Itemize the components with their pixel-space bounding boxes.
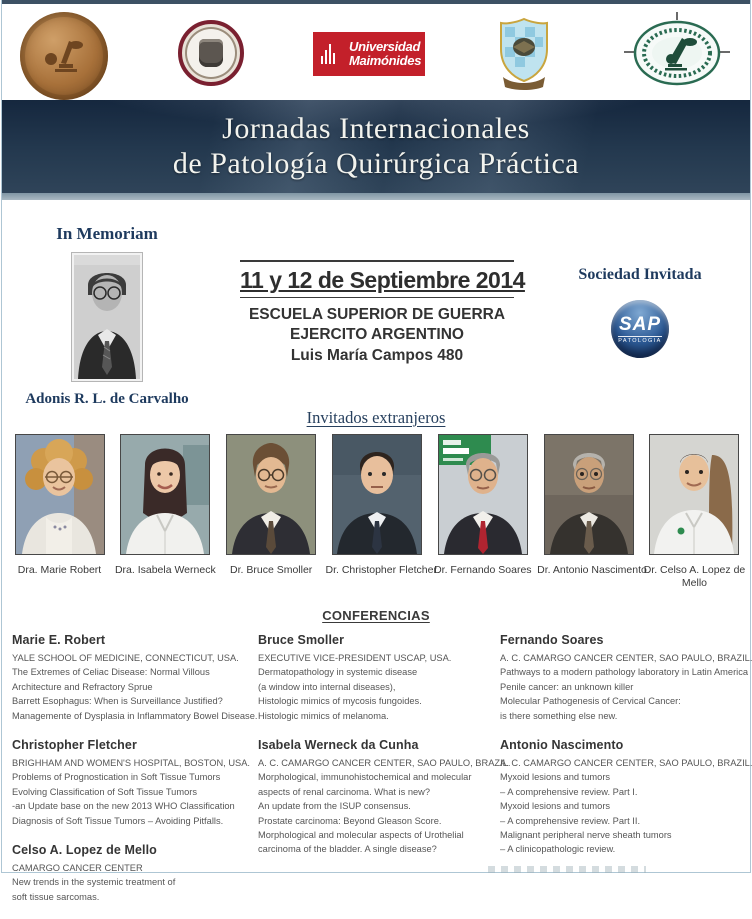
conference-column-2 [258, 633, 511, 872]
guest-photo-celso-lopez-de-mello [649, 434, 739, 555]
conference-line: Diagnosis of Soft Tissue Tumors – Avoiding Pitfalls. [12, 815, 224, 826]
cutoff-text-artifact [488, 866, 646, 873]
guest-name: Dr. Antonio Nascimento [537, 564, 647, 576]
conference-line: Managemente of Dysplasia in Inflammatory Bowel Disease. [12, 710, 258, 721]
speaker-block [500, 633, 752, 723]
guest-cell [643, 434, 746, 590]
conference-line: Morphological and molecular aspects of Urothelial [258, 830, 464, 841]
circulo-militar-crest-logo [178, 20, 244, 86]
guest-cell [431, 434, 534, 590]
conference-column-1 [12, 633, 258, 919]
universidad-maimonides-logo [313, 32, 425, 76]
conference-line: A. C. CAMARGO CANCER CENTER, SAO PAULO, BRAZIL. [258, 758, 511, 769]
iap-oval-microscope-logo [622, 12, 732, 97]
speaker-block [258, 633, 498, 723]
conference-line: Morphological, immunohistochemical and molecular [258, 772, 472, 783]
conference-poster [1, 0, 752, 902]
logos-row [2, 10, 750, 102]
conference-line: Barrett Esophagus: When is Surveillance Justified? [12, 696, 223, 707]
speaker-lines [500, 756, 752, 857]
conference-line: Pathways to a modern pathology laboratory in Latin America [500, 667, 749, 678]
sap-logo-text: SAP [618, 313, 662, 335]
guest-name: Dr. Celso A. Lopez de Mello [643, 564, 746, 590]
conference-line: (a window into internal diseases), [258, 681, 396, 692]
conference-line: soft tissue sarcomas. [12, 891, 100, 902]
conference-line: Histologic mimics of mycosis fungoides. [258, 696, 422, 707]
guest-name: Dr. Bruce Smoller [230, 564, 313, 576]
conference-line: YALE SCHOOL OF MEDICINE, CONNECTICUT, USA. [12, 653, 239, 663]
speaker-name: Fernando Soares [500, 633, 604, 647]
guest-cell [220, 434, 323, 590]
speaker-lines [258, 651, 498, 723]
conference-line: is there something else new. [500, 710, 618, 721]
speaker-lines [12, 651, 258, 723]
conference-line: A. C. CAMARGO CANCER CENTER, SAO PAULO, BRAZIL. [500, 653, 752, 663]
speaker-block [12, 633, 258, 723]
conference-line: CAMARGO CANCER CENTER [12, 863, 143, 874]
crest-emblem [199, 39, 223, 67]
guest-photo-marie-robert [15, 434, 105, 555]
conference-line: -an Update base on the new 2013 WHO Classification [12, 801, 235, 812]
conference-line: – A comprehensive review. Part I. [500, 786, 638, 797]
maimonides-line2: Maimónides [349, 53, 422, 68]
venue-line1: ESCUELA SUPERIOR DE GUERRA [248, 306, 506, 323]
event-info-section [240, 260, 525, 366]
speaker-block [12, 843, 254, 904]
invited-society-section [558, 266, 722, 358]
speaker-name: Antonio Nascimento [500, 738, 624, 753]
guest-photo-bruce-smoller [226, 434, 316, 555]
conference-line: Problems of Prognostication in Soft Tissue Tumors [12, 772, 221, 783]
event-date-box [240, 260, 525, 298]
guest-name: Dra. Isabela Werneck [114, 564, 216, 576]
speaker-lines [12, 861, 254, 904]
conference-line: Malignant peripheral nerve sheath tumors [500, 830, 672, 841]
speaker-block [12, 738, 254, 828]
sap-logo-subtext: PATOLOGIA [618, 337, 662, 344]
speaker-name: Bruce Smoller [258, 633, 345, 647]
guest-name: Dr. Christopher Fletcher [325, 564, 437, 576]
conference-line: An update from the ISUP consensus. [258, 801, 411, 812]
venue-line2: EJERCITO ARGENTINO [290, 326, 464, 344]
guest-cell [114, 434, 217, 590]
banner-title-line2: de Patología Quirúrgica Práctica [172, 146, 580, 180]
speaker-name: Christopher Fletcher [12, 738, 137, 753]
speaker-lines [12, 756, 254, 828]
conference-line: carcinoma of the bladder. A single disease? [258, 844, 437, 855]
sap-society-logo [611, 300, 669, 358]
guest-photo-isabela-werneck [120, 434, 210, 555]
society-heading: Sociedad Invitada [578, 266, 702, 283]
guest-cell [8, 434, 111, 590]
iap-medal-logo [20, 12, 108, 100]
top-border-bar [2, 0, 750, 4]
title-banner [2, 100, 750, 193]
memoriam-name: Adonis R. L. de Carvalho [25, 391, 189, 407]
conference-line: Prostate carcinoma: Beyond Gleason Score. [258, 815, 442, 826]
banner-title-line1: Jornadas Internacionales [222, 112, 530, 146]
speaker-name: Marie E. Robert [12, 633, 106, 647]
guests-row [8, 434, 746, 590]
speaker-name: Isabela Werneck da Cunha [258, 738, 419, 753]
event-date: 11 y 12 de Septiembre 2014 [240, 267, 525, 293]
conference-column-3 [500, 633, 752, 872]
conference-line: EXECUTIVE VICE-PRESIDENT USCAP, USA. [258, 653, 452, 663]
conference-line: Dermatopathology in systemic disease [258, 667, 418, 678]
guest-photo-christopher-fletcher [332, 434, 422, 555]
guest-name: Dr. Fernando Soares [434, 564, 532, 576]
medal-microscope-icon [41, 33, 87, 79]
guest-name: Dra. Marie Robert [17, 564, 102, 576]
conference-line: – A comprehensive review. Part II. [500, 815, 641, 826]
guests-heading: Invitados extranjeros [306, 408, 446, 427]
escuela-superior-de-guerra-crest-logo [495, 15, 553, 96]
conference-line: Myxoid lesions and tumors [500, 772, 611, 783]
guest-photo-fernando-soares [438, 434, 528, 555]
conference-line: Architecture and Refractory Sprue [12, 681, 153, 692]
banner-bottom-strip [2, 193, 750, 200]
conference-line: – A clinicopathologic review. [500, 844, 616, 855]
maimonides-bars-icon [321, 44, 335, 64]
conferences-heading: CONFERENCIAS [322, 608, 430, 623]
memoriam-heading: In Memoriam [56, 224, 158, 243]
speaker-block [258, 738, 511, 857]
maimonides-line1: Universidad [349, 39, 421, 55]
conference-line: Histologic mimics of melanoma. [258, 710, 389, 721]
conference-line: Evolving Classification of Soft Tissue Tumors [12, 786, 197, 797]
conference-line: BRIGHHAM AND WOMEN'S HOSPITAL, BOSTON, USA. [12, 758, 251, 769]
memoriam-photo [72, 253, 142, 381]
memoriam-section [24, 224, 190, 408]
speaker-block [500, 738, 752, 857]
conference-line: aspects of renal carcinoma. What is new? [258, 786, 431, 797]
speaker-lines [258, 756, 511, 857]
conference-line: The Extremes of Celiac Disease: Normal Villous [12, 667, 210, 678]
conference-line: A. C. CAMARGO CANCER CENTER, SAO PAULO, BRAZIL. [500, 758, 752, 769]
conference-line: Penile cancer: an unknown killer [500, 681, 634, 692]
conference-line: Myxoid lesions and tumors [500, 801, 611, 812]
conference-line: Molecular Pathogenesis of Cervical Cancer: [500, 696, 681, 707]
conference-line: New trends in the systemic treatment of [12, 877, 176, 888]
guest-cell [325, 434, 437, 590]
speaker-name: Celso A. Lopez de Mello [12, 843, 157, 858]
speaker-lines [500, 651, 752, 723]
venue-address: Luis María Campos 480 [290, 346, 464, 364]
guest-cell [537, 434, 647, 590]
guest-photo-antonio-nascimento [544, 434, 634, 555]
